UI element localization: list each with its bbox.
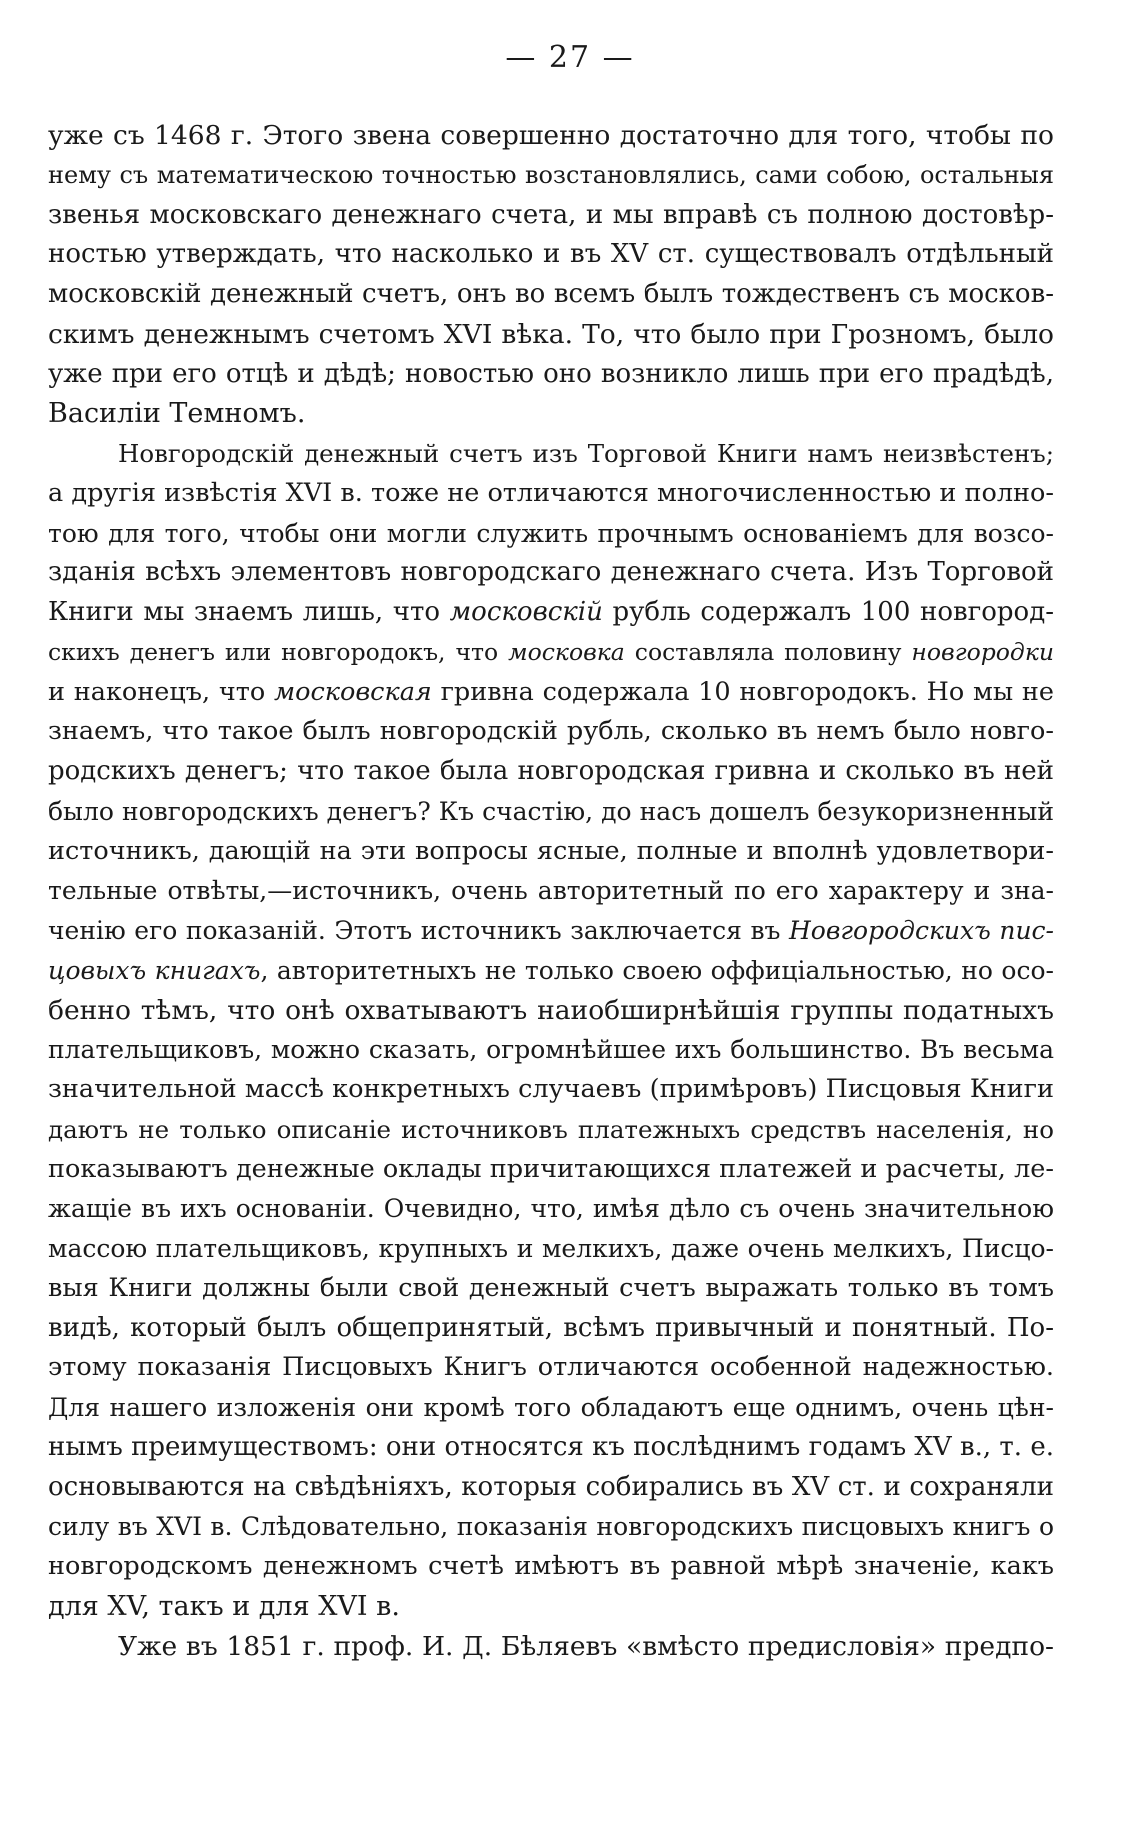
text-segment: бенно тѣмъ, что онѣ охватываютъ наиобширнѣйшія группы податныхъ [48, 994, 1054, 1026]
text-segment: уже при его отцѣ и дѣдѣ; новостью оно возникло лишь при его прадѣдѣ, [48, 358, 1054, 389]
text-line [48, 1070, 1054, 1110]
text-segment: знаемъ, что такое былъ новгородскій рубль, сколько въ немъ было новго- [48, 716, 1054, 747]
text-segment: Василіи Темномъ. [48, 398, 306, 430]
text-line [48, 156, 1054, 196]
text-line [48, 514, 1054, 554]
text-segment: , авторитетныхъ не только своею оффиціальностью, но осо- [260, 955, 1054, 985]
text-line [48, 1030, 1054, 1070]
italic-text: Новгородскихъ пис- [789, 916, 1054, 945]
text-segment: звенья московскаго денежнаго счета, и мы вправѣ съ полною достовѣр- [48, 199, 1054, 230]
text-line [48, 673, 1054, 713]
text-segment: источникъ, дающій на эти вопросы ясные, полные и вполнѣ удовлетвори- [48, 835, 1054, 866]
text-line [48, 633, 1054, 673]
text-segment: тою для того, чтобы они могли служить прочнымъ основаніемъ для возсо- [48, 518, 1054, 548]
text-line [48, 394, 1054, 434]
italic-text: новгородки [911, 637, 1054, 666]
text-segment: и наконецъ, что [48, 676, 274, 707]
italic-text: московскій [449, 597, 603, 627]
text-segment: ченію его показаній. Этотъ источникъ заключается въ [48, 916, 789, 945]
text-segment: Новгородскій денежный счетъ изъ Торговой Книги намъ неизвѣстенъ; [118, 439, 1054, 468]
text-line [48, 116, 1054, 156]
text-segment: а другія извѣстія XVI в. тоже не отличаются многочисленностью и полно- [48, 477, 1054, 508]
text-line [48, 1110, 1054, 1150]
text-line [48, 1309, 1054, 1349]
text-segment: гривна содержала 10 новгородокъ. Но мы не [431, 676, 1054, 707]
text-segment: рубль содержалъ 100 новгород- [602, 597, 1054, 627]
text-segment: Уже въ 1851 г. проф. И. Д. Бѣляевъ «вмѣсто предисловія» предпо- [118, 1630, 1054, 1662]
text-segment: для XV, такъ и для XVI в. [48, 1590, 400, 1622]
text-segment: выя Книги должны были свой денежный счетъ выражать только въ томъ [48, 1272, 1054, 1303]
text-line [48, 1348, 1054, 1388]
text-line [48, 1507, 1054, 1547]
italic-text: цовыхъ книгахъ [48, 955, 261, 985]
text-segment: скихъ денегъ или новгородокъ, что [48, 637, 509, 666]
text-line [48, 553, 1054, 593]
text-segment: уже съ 1468 г. Этого звена совершенно достаточно для того, чтобы по [48, 120, 1054, 151]
text-segment: московскій денежный счетъ, онъ во всемъ былъ тождественъ съ москов- [48, 279, 1054, 309]
text-segment: показываютъ денежные оклады причитающихся платежей и расчеты, ле- [48, 1153, 1054, 1184]
text-line [48, 871, 1054, 911]
text-segment: новгородскомъ денежномъ счетѣ имѣютъ въ равной мѣрѣ значеніе, какъ [48, 1551, 1054, 1581]
text-segment: массою плательщиковъ, крупныхъ и мелкихъ, даже очень мелкихъ, Писцо- [48, 1234, 1054, 1263]
italic-text: московская [273, 676, 432, 707]
text-line [48, 474, 1054, 514]
text-line [48, 752, 1054, 792]
text-line [48, 434, 1054, 474]
text-line [48, 235, 1054, 275]
text-line [48, 792, 1054, 832]
text-segment: Книги мы знаемъ лишь, что [48, 597, 450, 627]
text-line [48, 196, 1054, 236]
text-segment: скимъ денежнымъ счетомъ XVI вѣка. То, что было при Грозномъ, было [48, 318, 1054, 350]
text-line [48, 1269, 1054, 1309]
text-line [48, 1587, 1054, 1627]
text-segment: даютъ не только описаніе источниковъ платежныхъ средствъ населенія, но [48, 1114, 1054, 1144]
text-segment: основываются на свѣдѣніяхъ, которыя собирались въ XV ст. и сохраняли [48, 1471, 1054, 1502]
text-segment: родскихъ денегъ; что такое была новгородская гривна и сколько въ ней [48, 756, 1054, 786]
text-line [48, 1547, 1054, 1587]
text-line [48, 275, 1054, 315]
text-line [48, 832, 1054, 872]
text-segment: жащіе въ ихъ основаніи. Очевидно, что, имѣя дѣло съ очень значительною [48, 1194, 1054, 1224]
text-line [48, 1428, 1054, 1468]
text-line [48, 1150, 1054, 1190]
text-line [48, 951, 1054, 991]
italic-text: московка [508, 637, 625, 666]
text-line [48, 1627, 1054, 1667]
text-segment: плательщиковъ, можно сказать, огромнѣйшее ихъ большинство. Въ весьма [48, 1035, 1054, 1065]
text-line [48, 911, 1054, 951]
text-segment: силу въ XVI в. Слѣдовательно, показанія новгородскихъ писцовыхъ книгъ о [48, 1512, 1054, 1542]
text-line [48, 991, 1054, 1031]
text-segment: составляла половину [624, 637, 912, 666]
text-line [48, 1468, 1054, 1508]
text-segment: тельные отвѣты,—источникъ, очень авторитетный по его характеру и зна- [48, 876, 1054, 906]
text-line [48, 1388, 1054, 1428]
text-segment: ностью утверждать, что насколько и въ XV ст. существовалъ отдѣльный [48, 239, 1054, 270]
text-segment: этому показанія Писцовыхъ Книгъ отличаются особенной надежностью. [48, 1352, 1054, 1383]
text-line [48, 712, 1054, 752]
text-segment: нему съ математическою точностью возстановлялись, сами собою, остальныя [48, 160, 1054, 189]
text-segment: нымъ преимуществомъ: они относятся къ послѣднимъ годамъ XV в., т. е. [48, 1431, 1054, 1462]
text-line [48, 593, 1054, 633]
text-line [48, 315, 1054, 355]
text-segment: Для нашего изложенія они кромѣ того обладаютъ еще однимъ, очень цѣн- [48, 1393, 1054, 1422]
text-segment: было новгородскихъ денегъ? Къ счастію, до насъ дошелъ безукоризненный [48, 796, 1054, 826]
page-number: — 27 — [505, 40, 635, 75]
text-segment: значительной массѣ конкретныхъ случаевъ (примѣровъ) Писцовыя Книги [48, 1074, 1054, 1104]
text-line [48, 355, 1054, 395]
text-line [48, 1229, 1054, 1269]
text-segment: видѣ, который былъ общепринятый, всѣмъ привычный и понятный. По- [48, 1312, 1054, 1343]
text-line [48, 1189, 1054, 1229]
text-segment: зданія всѣхъ элементовъ новгородскаго денежнаго счета. Изъ Торговой [48, 557, 1054, 588]
body-text [48, 116, 1054, 1666]
